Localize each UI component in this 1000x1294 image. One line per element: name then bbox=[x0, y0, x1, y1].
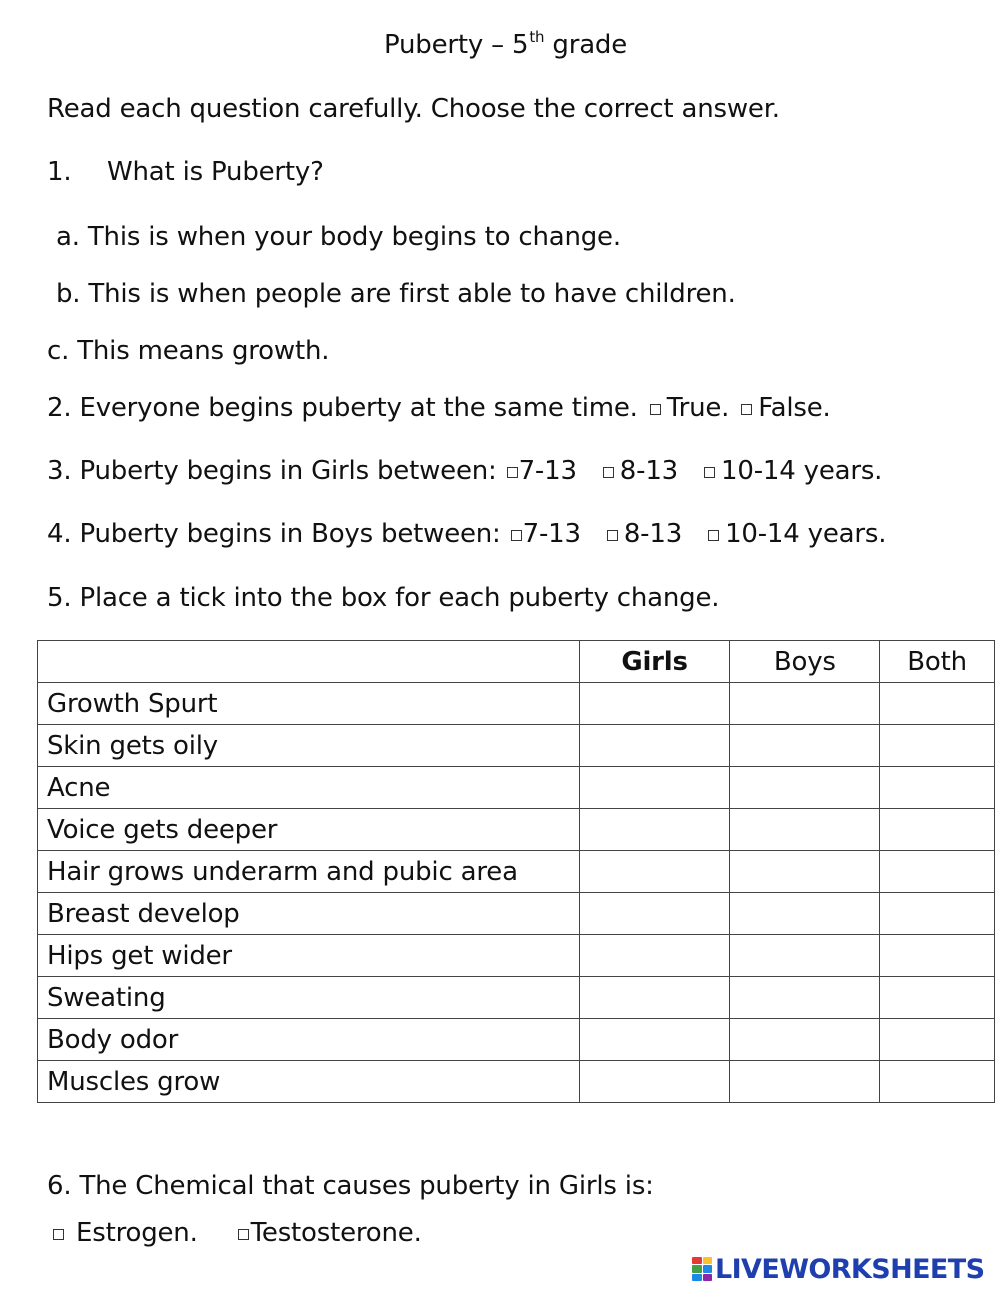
question-1-option-c[interactable]: c. This means growth. bbox=[47, 336, 330, 366]
tick-cell-boys[interactable] bbox=[730, 1019, 880, 1061]
puberty-changes-table bbox=[37, 640, 995, 1103]
table-row bbox=[38, 977, 995, 1019]
table-row bbox=[38, 809, 995, 851]
change-label: Hips get wider bbox=[38, 935, 580, 977]
tick-cell-boys[interactable] bbox=[730, 851, 880, 893]
boys-10-14-checkbox[interactable] bbox=[708, 530, 719, 541]
change-label: Sweating bbox=[38, 977, 580, 1019]
estrogen-label: Estrogen. bbox=[76, 1218, 198, 1248]
tick-cell-both[interactable] bbox=[880, 935, 995, 977]
change-label: Hair grows underarm and pubic area bbox=[38, 851, 580, 893]
tick-cell-girls[interactable] bbox=[579, 893, 730, 935]
table-row bbox=[38, 1019, 995, 1061]
girls-8-13-checkbox[interactable] bbox=[603, 467, 614, 478]
tick-cell-both[interactable] bbox=[880, 1019, 995, 1061]
girls-7-13-label: 7-13 bbox=[518, 456, 577, 486]
table-row bbox=[38, 767, 995, 809]
girls-8-13-label: 8-13 bbox=[619, 456, 679, 486]
tick-cell-girls[interactable] bbox=[579, 767, 730, 809]
boys-8-13-checkbox[interactable] bbox=[607, 530, 618, 541]
tick-cell-girls[interactable] bbox=[579, 1061, 730, 1103]
boys-7-13-checkbox[interactable] bbox=[511, 530, 522, 541]
question-6-options bbox=[47, 1220, 422, 1246]
true-option-label: True. bbox=[666, 393, 730, 423]
question-5-text: 5. Place a tick into the box for each puberty change. bbox=[47, 583, 720, 613]
change-label: Skin gets oily bbox=[38, 725, 580, 767]
question-4-text: 4. Puberty begins in Boys between: bbox=[47, 519, 501, 549]
tick-cell-girls[interactable] bbox=[579, 1019, 730, 1061]
liveworksheets-logo-text: LIVEWORKSHEETS bbox=[715, 1253, 985, 1285]
question-1-text: What is Puberty? bbox=[107, 157, 324, 187]
table-header-row bbox=[38, 641, 995, 683]
question-1 bbox=[47, 159, 324, 185]
tick-cell-boys[interactable] bbox=[730, 893, 880, 935]
testosterone-label: Testosterone. bbox=[250, 1218, 422, 1248]
question-2 bbox=[47, 395, 831, 421]
tick-cell-both[interactable] bbox=[880, 977, 995, 1019]
liveworksheets-logo-icon bbox=[692, 1257, 712, 1281]
tick-cell-girls[interactable] bbox=[579, 683, 730, 725]
tick-cell-girls[interactable] bbox=[579, 935, 730, 977]
false-option-label: False. bbox=[758, 393, 831, 423]
question-3-text: 3. Puberty begins in Girls between: bbox=[47, 456, 497, 486]
boys-7-13-label: 7-13 bbox=[522, 519, 581, 549]
question-4 bbox=[47, 521, 886, 547]
boys-8-13-label: 8-13 bbox=[623, 519, 683, 549]
question-2-text: 2. Everyone begins puberty at the same time. bbox=[47, 393, 638, 423]
false-checkbox[interactable] bbox=[741, 404, 752, 415]
change-label: Breast develop bbox=[38, 893, 580, 935]
tick-cell-boys[interactable] bbox=[730, 767, 880, 809]
change-label: Acne bbox=[38, 767, 580, 809]
girls-10-14-checkbox[interactable] bbox=[704, 467, 715, 478]
tick-cell-girls[interactable] bbox=[579, 977, 730, 1019]
table-row bbox=[38, 851, 995, 893]
question-1-number: 1. bbox=[47, 157, 72, 187]
tick-cell-both[interactable] bbox=[880, 683, 995, 725]
header-both: Both bbox=[880, 641, 995, 683]
tick-cell-both[interactable] bbox=[880, 851, 995, 893]
change-label: Growth Spurt bbox=[38, 683, 580, 725]
tick-cell-both[interactable] bbox=[880, 767, 995, 809]
testosterone-checkbox[interactable] bbox=[238, 1229, 249, 1240]
change-label: Voice gets deeper bbox=[38, 809, 580, 851]
tick-cell-both[interactable] bbox=[880, 809, 995, 851]
tick-cell-boys[interactable] bbox=[730, 725, 880, 767]
table-row bbox=[38, 683, 995, 725]
boys-10-14-label: 10-14 years. bbox=[725, 519, 887, 549]
header-blank bbox=[38, 641, 580, 683]
true-checkbox[interactable] bbox=[650, 404, 661, 415]
estrogen-checkbox[interactable] bbox=[53, 1229, 64, 1240]
girls-10-14-label: 10-14 years. bbox=[721, 456, 883, 486]
page-title: Puberty – 5th grade bbox=[384, 28, 628, 60]
instructions: Read each question carefully. Choose the correct answer. bbox=[47, 94, 780, 124]
tick-cell-girls[interactable] bbox=[579, 809, 730, 851]
change-label: Body odor bbox=[38, 1019, 580, 1061]
table-row bbox=[38, 935, 995, 977]
table-row bbox=[38, 893, 995, 935]
tick-cell-boys[interactable] bbox=[730, 683, 880, 725]
tick-cell-boys[interactable] bbox=[730, 809, 880, 851]
tick-cell-girls[interactable] bbox=[579, 725, 730, 767]
tick-cell-both[interactable] bbox=[880, 893, 995, 935]
question-6-text: 6. The Chemical that causes puberty in Girls is: bbox=[47, 1171, 654, 1201]
girls-7-13-checkbox[interactable] bbox=[507, 467, 518, 478]
tick-cell-both[interactable] bbox=[880, 725, 995, 767]
question-3 bbox=[47, 458, 882, 484]
question-1-option-a[interactable]: a. This is when your body begins to change. bbox=[56, 222, 621, 252]
tick-cell-both[interactable] bbox=[880, 1061, 995, 1103]
tick-cell-boys[interactable] bbox=[730, 977, 880, 1019]
tick-cell-boys[interactable] bbox=[730, 1061, 880, 1103]
header-boys: Boys bbox=[730, 641, 880, 683]
question-1-option-b[interactable]: b. This is when people are first able to have children. bbox=[56, 279, 736, 309]
table-row bbox=[38, 725, 995, 767]
tick-cell-boys[interactable] bbox=[730, 935, 880, 977]
liveworksheets-logo bbox=[692, 1255, 984, 1283]
tick-cell-girls[interactable] bbox=[579, 851, 730, 893]
change-label: Muscles grow bbox=[38, 1061, 580, 1103]
header-girls: Girls bbox=[579, 641, 730, 683]
table-row bbox=[38, 1061, 995, 1103]
